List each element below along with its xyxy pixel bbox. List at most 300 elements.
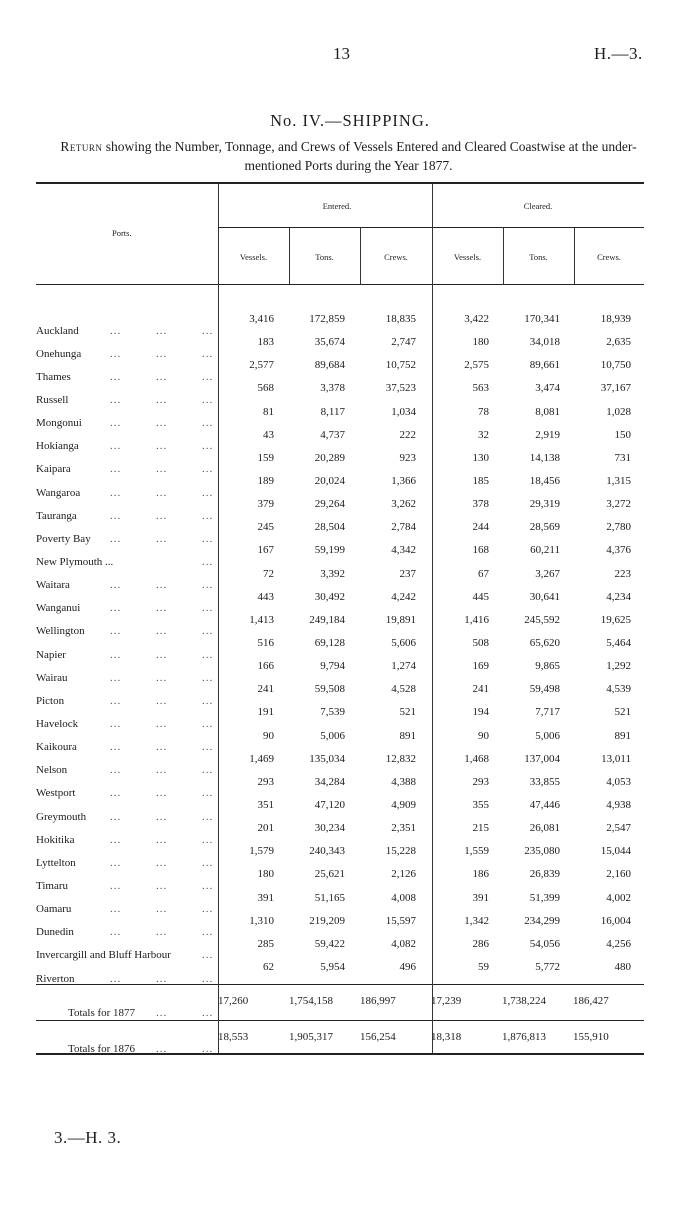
data-cell: 508 bbox=[472, 637, 489, 650]
leader-dots: ... bbox=[110, 602, 122, 615]
port-cell bbox=[36, 655, 218, 684]
leader-dots: ... bbox=[110, 671, 122, 684]
data-cell: 1,292 bbox=[606, 660, 631, 673]
table-row bbox=[36, 516, 645, 539]
table-row bbox=[36, 840, 645, 863]
data-cell: 2,784 bbox=[391, 521, 416, 534]
port-cell bbox=[36, 817, 218, 846]
totals-value: 18,553 bbox=[218, 1031, 249, 1043]
table-row bbox=[36, 771, 645, 794]
data-cell: 4,909 bbox=[391, 799, 416, 812]
port-name: Wangaroa bbox=[36, 486, 81, 499]
data-cell: 2,547 bbox=[606, 822, 631, 835]
leader-dots: ... bbox=[156, 1043, 168, 1055]
leader-dots: ... bbox=[202, 602, 214, 615]
data-cell: 20,024 bbox=[314, 475, 345, 488]
port-name: Hokitika bbox=[36, 833, 75, 846]
data-cell: 15,044 bbox=[600, 845, 631, 858]
leader-dots: ... bbox=[156, 879, 168, 892]
data-cell: 29,319 bbox=[529, 498, 560, 511]
port-name: Wairau bbox=[36, 671, 68, 684]
data-cell: 37,523 bbox=[385, 382, 416, 395]
data-cell: 167 bbox=[257, 544, 274, 557]
leader-dots: ... bbox=[156, 856, 168, 869]
leader-dots: ... bbox=[202, 486, 214, 499]
data-cell: 285 bbox=[257, 937, 274, 950]
table-row bbox=[36, 354, 645, 377]
leader-dots: ... bbox=[202, 347, 214, 360]
document-heading: No. IV.—SHIPPING. bbox=[270, 111, 430, 130]
document-caption bbox=[36, 137, 661, 175]
leader-dots: ... bbox=[110, 787, 122, 800]
data-cell: 67 bbox=[478, 567, 489, 580]
leader-dots: ... bbox=[110, 463, 122, 476]
port-cell bbox=[36, 863, 218, 892]
data-cell: 1,342 bbox=[464, 914, 489, 927]
leader-dots: ... bbox=[156, 579, 168, 592]
leader-dots: ... bbox=[156, 717, 168, 730]
leader-dots: ... bbox=[110, 856, 122, 869]
column-header-vessels: Vessels. bbox=[239, 252, 268, 262]
table-row bbox=[36, 655, 645, 678]
totals-value: 1,905,317 bbox=[289, 1031, 333, 1043]
caption-text: showing the Number, Tonnage, and Crews of Vessels Entered and Cleared Coastwise at the under-mentioned Ports during the Year 1877. bbox=[102, 139, 637, 173]
data-cell: 150 bbox=[614, 428, 631, 441]
data-cell: 18,939 bbox=[600, 313, 631, 326]
data-cell: 32 bbox=[478, 428, 489, 441]
data-cell: 15,228 bbox=[385, 845, 416, 858]
data-cell: 2,126 bbox=[391, 868, 416, 881]
leader-dots: ... bbox=[110, 417, 122, 430]
table-row bbox=[36, 377, 645, 400]
data-cell: 379 bbox=[257, 498, 274, 511]
data-cell: 183 bbox=[257, 336, 274, 349]
data-cell: 30,641 bbox=[529, 590, 560, 603]
data-cell: 26,081 bbox=[529, 822, 560, 835]
port-name: Onehunga bbox=[36, 347, 82, 360]
data-cell: 4,242 bbox=[391, 590, 416, 603]
totals-label: Totals for 1877 bbox=[68, 1007, 136, 1019]
data-cell: 351 bbox=[257, 799, 274, 812]
data-cell: 1,468 bbox=[464, 752, 489, 765]
port-name: Mongonui bbox=[36, 417, 82, 430]
data-cell: 563 bbox=[472, 382, 489, 395]
data-cell: 4,002 bbox=[606, 891, 631, 904]
data-cell: 4,234 bbox=[606, 590, 631, 603]
data-cell: 2,780 bbox=[606, 521, 631, 534]
column-header-tons: Tons. bbox=[529, 252, 548, 262]
data-cell: 445 bbox=[472, 590, 489, 603]
data-cell: 90 bbox=[478, 729, 489, 742]
leader-dots: ... bbox=[202, 1043, 214, 1055]
table-row bbox=[36, 794, 645, 817]
caption-lead: Return bbox=[60, 139, 103, 154]
leader-dots: ... bbox=[156, 324, 168, 337]
data-cell: 5,006 bbox=[535, 729, 560, 742]
port-cell bbox=[36, 470, 218, 499]
port-cell bbox=[36, 609, 218, 638]
data-cell: 5,606 bbox=[391, 637, 416, 650]
data-cell: 3,392 bbox=[320, 567, 345, 580]
port-name: Westport bbox=[36, 787, 76, 800]
port-cell bbox=[36, 794, 218, 823]
data-cell: 54,056 bbox=[529, 937, 560, 950]
port-cell bbox=[36, 632, 218, 661]
data-cell: 47,120 bbox=[314, 799, 345, 812]
data-cell: 891 bbox=[399, 729, 416, 742]
port-name: Oamaru bbox=[36, 903, 72, 916]
data-cell: 7,717 bbox=[535, 706, 560, 719]
data-cell: 186 bbox=[472, 868, 489, 881]
data-cell: 1,366 bbox=[391, 475, 416, 488]
port-name: Nelson bbox=[36, 764, 68, 777]
data-cell: 130 bbox=[472, 451, 489, 464]
data-cell: 166 bbox=[257, 660, 274, 673]
data-cell: 2,747 bbox=[391, 336, 416, 349]
totals-1877-row bbox=[36, 989, 644, 1019]
data-cell: 4,737 bbox=[320, 428, 345, 441]
table-row bbox=[36, 678, 645, 701]
data-cell: 4,256 bbox=[606, 937, 631, 950]
data-cell: 4,539 bbox=[606, 683, 631, 696]
leader-dots: ... bbox=[156, 417, 168, 430]
data-cell: 521 bbox=[399, 706, 416, 719]
leader-dots: ... bbox=[156, 602, 168, 615]
data-cell: 4,053 bbox=[606, 775, 631, 788]
table-row bbox=[36, 956, 645, 979]
data-cell: 3,262 bbox=[391, 498, 416, 511]
port-name: Dunedin bbox=[36, 926, 74, 939]
data-cell: 378 bbox=[472, 498, 489, 511]
data-cell: 293 bbox=[472, 775, 489, 788]
data-cell: 516 bbox=[257, 637, 274, 650]
leader-dots: ... bbox=[202, 671, 214, 684]
data-cell: 10,750 bbox=[600, 359, 631, 372]
page-number: 13 bbox=[333, 44, 350, 63]
data-cell: 5,464 bbox=[606, 637, 631, 650]
leader-dots: ... bbox=[202, 417, 214, 430]
totals-value: 155,910 bbox=[573, 1031, 609, 1043]
totals-label: Totals for 1876 bbox=[68, 1043, 136, 1055]
totals-value: 18,318 bbox=[431, 1031, 462, 1043]
leader-dots: ... bbox=[110, 440, 122, 453]
data-cell: 568 bbox=[257, 382, 274, 395]
data-cell: 62 bbox=[263, 961, 274, 973]
data-cell: 7,539 bbox=[320, 706, 345, 719]
leader-dots: ... bbox=[156, 625, 168, 638]
data-cell: 19,891 bbox=[385, 613, 416, 626]
port-name: Poverty Bay bbox=[36, 532, 91, 545]
data-cell: 240,343 bbox=[309, 845, 345, 858]
data-cell: 1,469 bbox=[249, 752, 274, 765]
table-row bbox=[36, 424, 645, 447]
data-cell: 3,267 bbox=[535, 567, 560, 580]
port-cell bbox=[36, 956, 218, 985]
leader-dots: ... bbox=[156, 463, 168, 476]
leader-dots: ... bbox=[156, 741, 168, 754]
data-cell: 2,575 bbox=[464, 359, 489, 372]
data-cell: 34,284 bbox=[314, 775, 345, 788]
data-cell: 33,855 bbox=[529, 775, 560, 788]
entered-header: Entered. bbox=[322, 201, 352, 211]
leader-dots: ... bbox=[156, 833, 168, 846]
table-row bbox=[36, 539, 645, 562]
table-row bbox=[36, 586, 645, 609]
totals-label-cell bbox=[36, 989, 218, 1019]
leader-dots: ... bbox=[202, 764, 214, 777]
leader-dots: ... bbox=[202, 648, 214, 661]
table-row bbox=[36, 470, 645, 493]
column-header-crews: Crews. bbox=[597, 252, 621, 262]
data-cell: 245,592 bbox=[524, 613, 560, 626]
data-cell: 60,211 bbox=[530, 544, 560, 557]
data-cell: 72 bbox=[263, 567, 274, 580]
data-cell: 4,938 bbox=[606, 799, 631, 812]
port-name: Auckland bbox=[36, 324, 79, 337]
leader-dots: ... bbox=[202, 694, 214, 707]
port-cell bbox=[36, 354, 218, 383]
port-name: Wellington bbox=[36, 625, 85, 638]
leader-dots: ... bbox=[110, 509, 122, 522]
leader-dots: ... bbox=[156, 694, 168, 707]
data-cell: 8,117 bbox=[320, 405, 345, 418]
table-row bbox=[36, 910, 645, 933]
leader-dots: ... bbox=[110, 879, 122, 892]
data-cell: 59,422 bbox=[314, 937, 345, 950]
totals-value: 1,738,224 bbox=[502, 995, 546, 1007]
table-top-rule bbox=[36, 182, 644, 184]
data-cell: 10,752 bbox=[385, 359, 416, 372]
port-name: Tauranga bbox=[36, 509, 77, 522]
leader-dots: ... bbox=[110, 764, 122, 777]
port-name: Russell bbox=[36, 393, 69, 406]
data-cell: 1,034 bbox=[391, 405, 416, 418]
data-cell: 4,342 bbox=[391, 544, 416, 557]
cleared-header: Cleared. bbox=[523, 201, 553, 211]
port-cell bbox=[36, 377, 218, 406]
port-name: Lyttelton bbox=[36, 856, 76, 869]
leader-dots: ... bbox=[110, 347, 122, 360]
ports-header: Ports. bbox=[112, 228, 132, 238]
port-cell bbox=[36, 701, 218, 730]
data-cell: 244 bbox=[472, 521, 489, 534]
leader-dots: ... bbox=[202, 741, 214, 754]
totals-value: 1,754,158 bbox=[289, 995, 333, 1007]
data-cell: 180 bbox=[257, 868, 274, 881]
data-cell: 172,859 bbox=[309, 313, 345, 326]
data-cell: 1,579 bbox=[249, 845, 274, 858]
data-cell: 3,422 bbox=[464, 313, 489, 326]
data-cell: 1,310 bbox=[249, 914, 274, 927]
data-cell: 51,165 bbox=[314, 891, 345, 904]
paper-code: H.—3. bbox=[594, 44, 643, 63]
data-cell: 30,234 bbox=[314, 822, 345, 835]
footer-code: 3.—H. 3. bbox=[54, 1128, 122, 1147]
leader-dots: ... bbox=[202, 879, 214, 892]
port-name: Havelock bbox=[36, 717, 79, 730]
data-cell: 18,835 bbox=[385, 313, 416, 326]
data-cell: 137,004 bbox=[524, 752, 560, 765]
leader-dots: ... bbox=[156, 532, 168, 545]
leader-dots: ... bbox=[156, 810, 168, 823]
table-row bbox=[36, 563, 645, 586]
data-cell: 731 bbox=[614, 451, 631, 464]
data-cell: 30,492 bbox=[314, 590, 345, 603]
data-cell: 480 bbox=[614, 961, 631, 973]
port-cell bbox=[36, 493, 218, 522]
data-cell: 59,508 bbox=[314, 683, 345, 696]
data-cell: 219,209 bbox=[309, 914, 345, 927]
data-cell: 18,456 bbox=[529, 475, 560, 488]
port-cell bbox=[36, 840, 218, 869]
port-cell bbox=[36, 401, 218, 430]
data-cell: 2,919 bbox=[535, 428, 560, 441]
leader-dots: ... bbox=[202, 903, 214, 916]
table-row bbox=[36, 725, 645, 748]
port-name: Picton bbox=[36, 694, 65, 707]
leader-dots: ... bbox=[202, 579, 214, 592]
table-row bbox=[36, 817, 645, 840]
data-cell: 47,446 bbox=[529, 799, 560, 812]
port-cell bbox=[36, 563, 218, 592]
data-cell: 59,199 bbox=[314, 544, 345, 557]
leader-dots: ... bbox=[156, 972, 168, 985]
data-cell: 1,559 bbox=[464, 845, 489, 858]
leader-dots: ... bbox=[110, 370, 122, 383]
port-name: Hokianga bbox=[36, 440, 79, 453]
table-row bbox=[36, 331, 645, 354]
data-cell: 443 bbox=[257, 590, 274, 603]
leader-dots: ... bbox=[156, 370, 168, 383]
port-cell bbox=[36, 516, 218, 545]
data-cell: 235,080 bbox=[524, 845, 560, 858]
leader-dots: ... bbox=[202, 787, 214, 800]
leader-dots: ... bbox=[110, 648, 122, 661]
leader-dots: ... bbox=[156, 903, 168, 916]
data-cell: 9,794 bbox=[320, 660, 345, 673]
port-name: Timaru bbox=[36, 879, 68, 892]
data-cell: 194 bbox=[472, 706, 489, 719]
data-cell: 222 bbox=[399, 428, 416, 441]
totals-value: 17,239 bbox=[431, 995, 462, 1007]
leader-dots: ... bbox=[202, 1007, 214, 1019]
data-cell: 25,621 bbox=[314, 868, 345, 881]
leader-dots: ... bbox=[110, 694, 122, 707]
table-row bbox=[36, 933, 645, 956]
port-name: Greymouth bbox=[36, 810, 87, 823]
leader-dots: ... bbox=[156, 926, 168, 939]
port-name: Thames bbox=[36, 370, 71, 383]
leader-dots: ... bbox=[202, 949, 214, 962]
port-name: Riverton bbox=[36, 972, 75, 985]
leader-dots: ... bbox=[202, 440, 214, 453]
leader-dots: ... bbox=[156, 787, 168, 800]
data-cell: 4,082 bbox=[391, 937, 416, 950]
totals-value: 17,260 bbox=[218, 995, 249, 1007]
column-header-vessels: Vessels. bbox=[453, 252, 482, 262]
table-row bbox=[36, 887, 645, 910]
leader-dots: ... bbox=[202, 926, 214, 939]
leader-dots: ... bbox=[156, 486, 168, 499]
totals-value: 156,254 bbox=[360, 1031, 396, 1043]
port-name: Wanganui bbox=[36, 602, 81, 615]
leader-dots: ... bbox=[110, 810, 122, 823]
data-cell: 1,416 bbox=[464, 613, 489, 626]
data-cell: 293 bbox=[257, 775, 274, 788]
leader-dots: ... bbox=[156, 648, 168, 661]
data-cell: 891 bbox=[614, 729, 631, 742]
data-cell: 245 bbox=[257, 521, 274, 534]
data-cell: 9,865 bbox=[535, 660, 560, 673]
data-cell: 51,399 bbox=[529, 891, 560, 904]
leader-dots: ... bbox=[110, 625, 122, 638]
data-cell: 29,264 bbox=[314, 498, 345, 511]
port-cell bbox=[36, 748, 218, 777]
data-cell: 355 bbox=[472, 799, 489, 812]
leader-dots: ... bbox=[202, 972, 214, 985]
totals-label-cell bbox=[36, 1025, 218, 1055]
leader-dots: ... bbox=[156, 1007, 168, 1019]
data-cell: 28,504 bbox=[314, 521, 345, 534]
data-cell: 135,034 bbox=[309, 752, 345, 765]
data-cell: 496 bbox=[399, 961, 416, 973]
data-cell: 249,184 bbox=[309, 613, 345, 626]
data-cell: 81 bbox=[263, 405, 274, 418]
table-row bbox=[36, 863, 645, 886]
data-cell: 286 bbox=[472, 937, 489, 950]
data-cell: 215 bbox=[472, 822, 489, 835]
data-cell: 241 bbox=[257, 683, 274, 696]
leader-dots: ... bbox=[156, 440, 168, 453]
port-cell bbox=[36, 539, 218, 568]
data-cell: 923 bbox=[399, 451, 416, 464]
leader-dots: ... bbox=[202, 463, 214, 476]
port-name: Waitara bbox=[36, 579, 70, 592]
port-cell bbox=[36, 771, 218, 800]
port-name: Kaikoura bbox=[36, 741, 77, 754]
leader-dots: ... bbox=[110, 579, 122, 592]
table-row bbox=[36, 493, 645, 516]
leader-dots: ... bbox=[110, 972, 122, 985]
leader-dots: ... bbox=[110, 741, 122, 754]
data-cell: 3,416 bbox=[249, 313, 274, 326]
data-cell: 34,018 bbox=[529, 336, 560, 349]
leader-dots: ... bbox=[110, 393, 122, 406]
data-cell: 1,315 bbox=[606, 475, 631, 488]
leader-dots: ... bbox=[202, 856, 214, 869]
data-cell: 191 bbox=[257, 706, 274, 719]
data-cell: 168 bbox=[472, 544, 489, 557]
totals-value: 186,427 bbox=[573, 995, 609, 1007]
data-cell: 5,006 bbox=[320, 729, 345, 742]
leader-dots: ... bbox=[110, 532, 122, 545]
table-row bbox=[36, 401, 645, 424]
data-cell: 13,011 bbox=[601, 752, 631, 765]
data-cell: 90 bbox=[263, 729, 274, 742]
data-cell: 28,569 bbox=[529, 521, 560, 534]
data-cell: 89,661 bbox=[529, 359, 560, 372]
data-cell: 26,839 bbox=[529, 868, 560, 881]
data-cell: 35,674 bbox=[314, 336, 345, 349]
leader-dots: ... bbox=[202, 555, 214, 568]
leader-dots: ... bbox=[156, 764, 168, 777]
table-row bbox=[36, 632, 645, 655]
leader-dots: ... bbox=[156, 509, 168, 522]
data-cell: 2,577 bbox=[249, 359, 274, 372]
data-cell: 12,832 bbox=[385, 752, 416, 765]
data-cell: 391 bbox=[257, 891, 274, 904]
totals-value: 186,997 bbox=[360, 995, 396, 1007]
